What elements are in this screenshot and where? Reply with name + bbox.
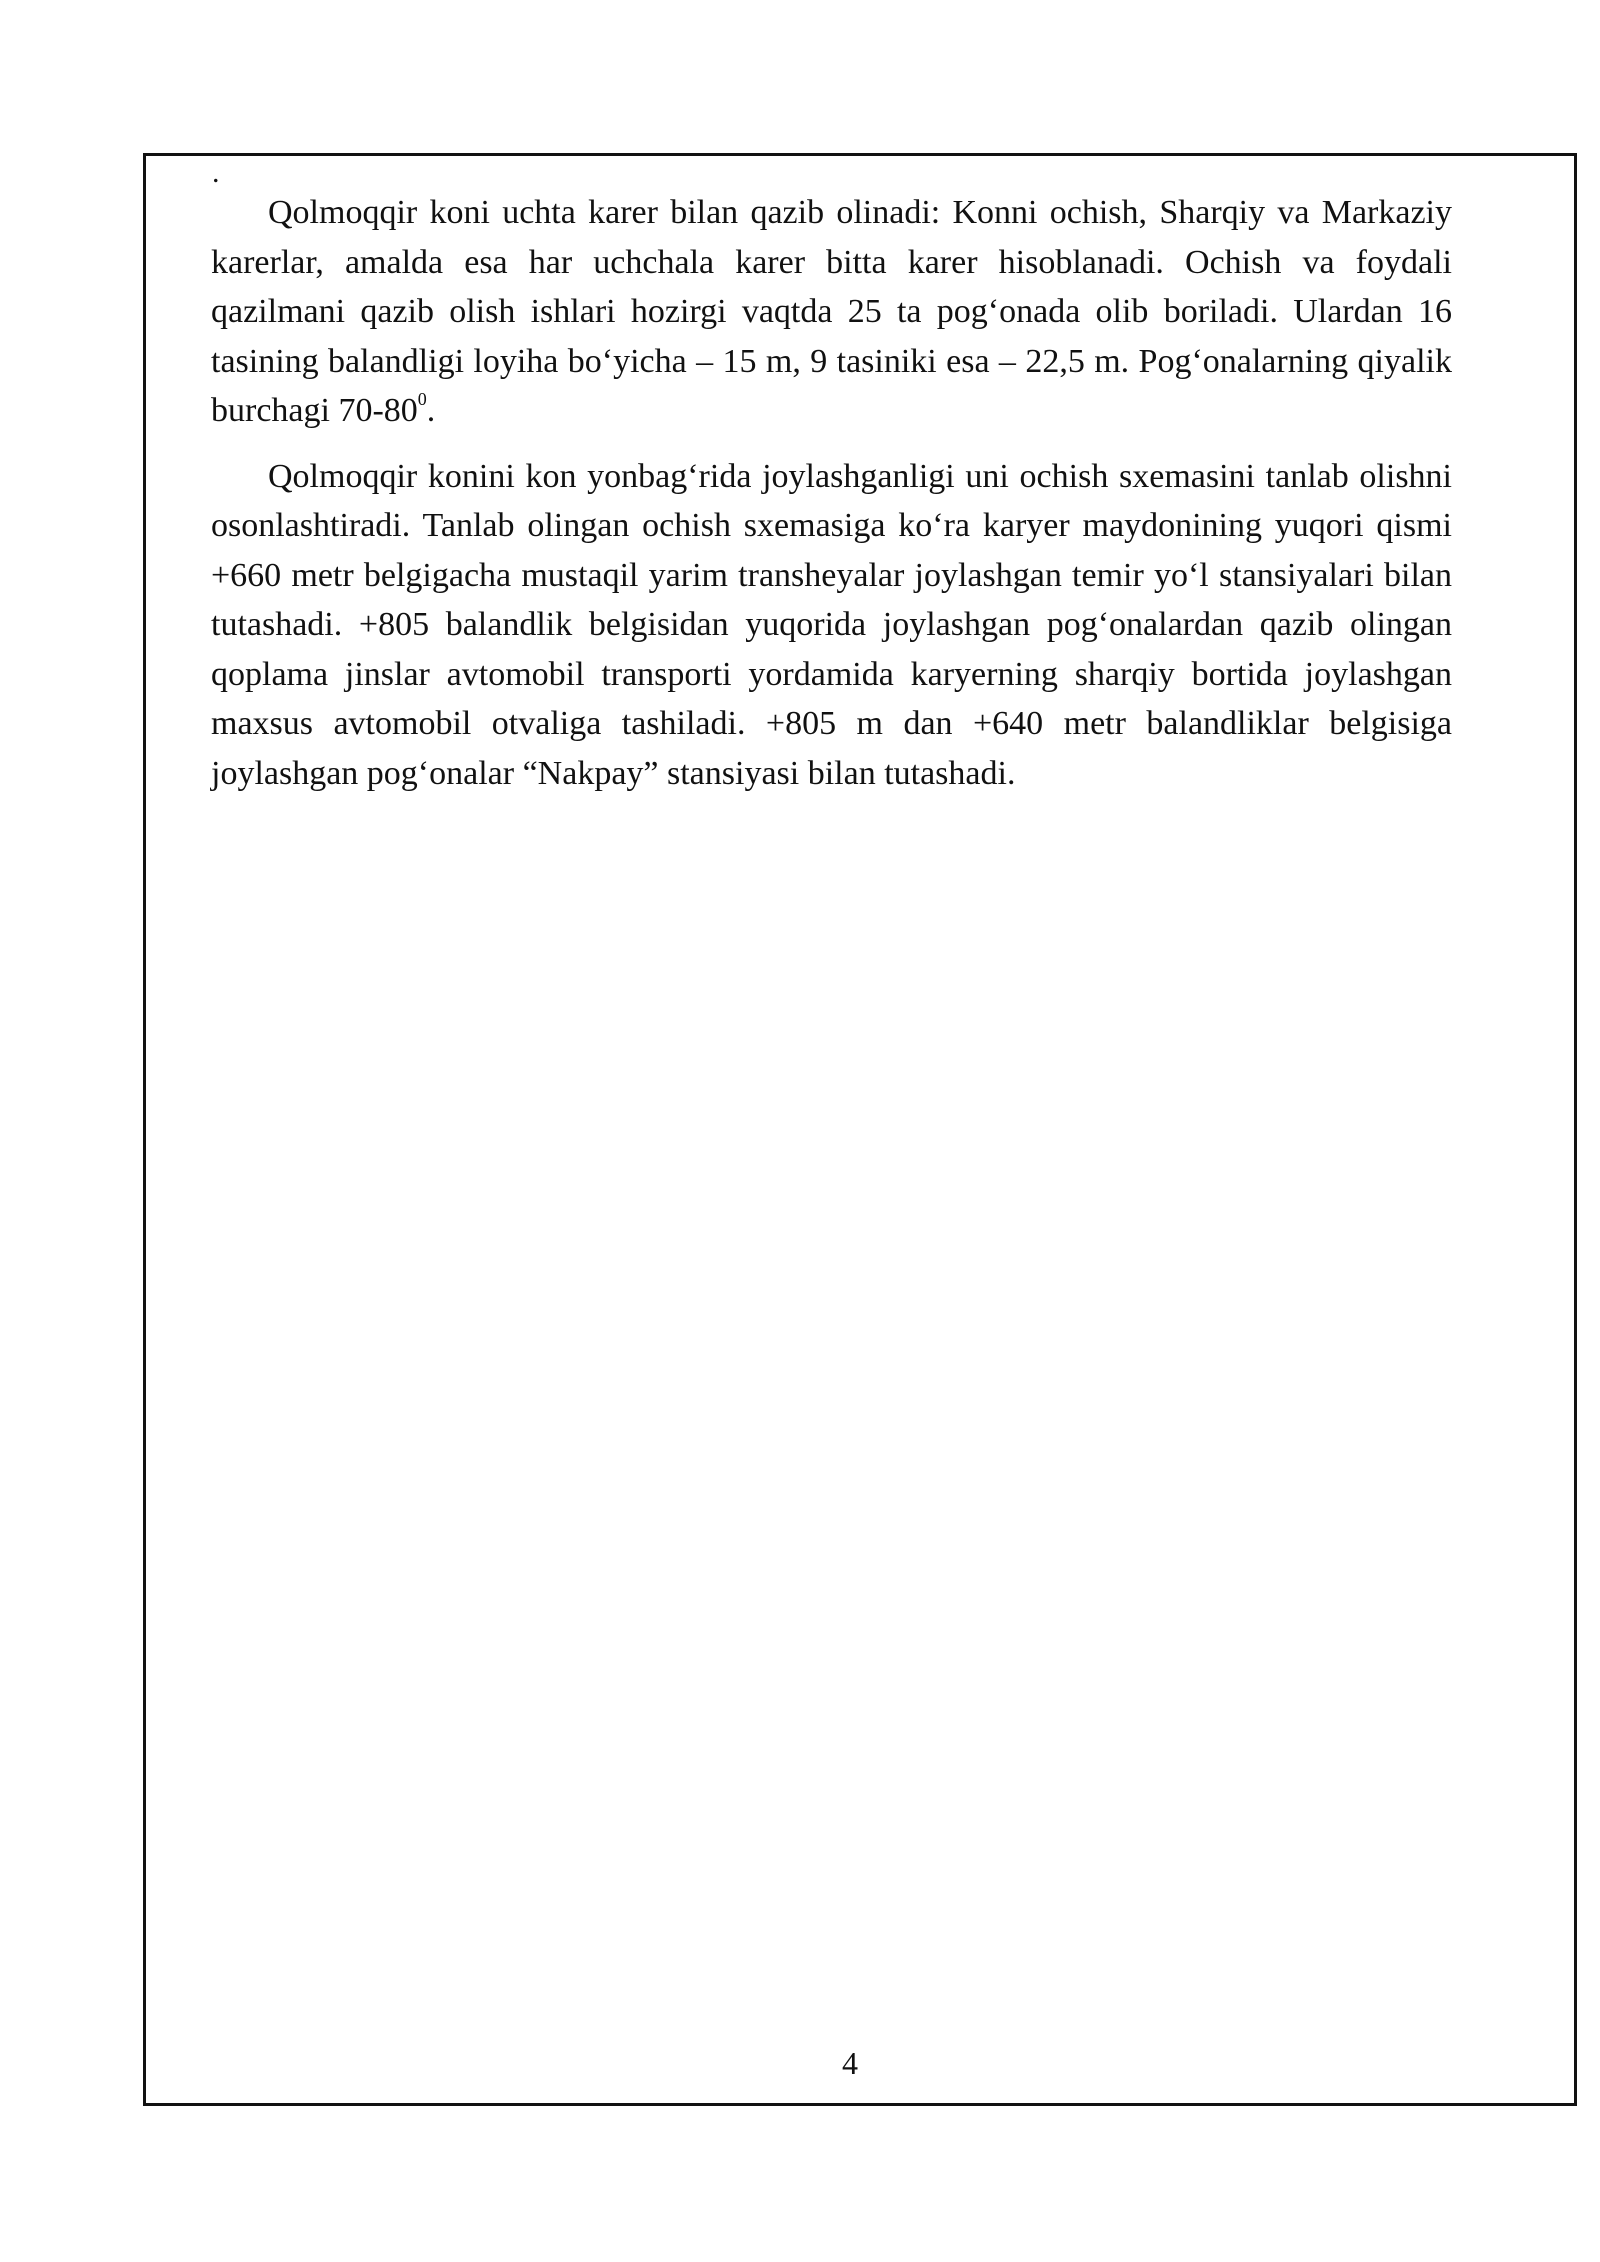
paragraph-2	[211, 452, 1452, 799]
page-number: 4	[842, 2045, 858, 2081]
body-text	[211, 188, 1452, 814]
paragraph-1-tail: .	[426, 392, 436, 429]
paragraph-1	[211, 188, 1452, 436]
paragraph-2-text: Qolmoqqir konini kon yonbag‘rida joylashganligi uni ochish sxemasini tanlab olishni osonlashtiradi. Tanlab olingan ochish sxemasiga ko‘ra karyer maydonining yuqori qismi +660 metr belgigacha mustaqil yarim transheyalar joylashgan temir yo‘l stansiyalari bilan tutashadi. +805 balandlik belgisidan yuqorida joylashgan pog‘onalardan qazib olingan qoplama jinslar avtomobil transporti yordamida karyerning sharqiy bortida joylashgan maxsus avtomobil otvaliga tashiladi. +805 m dan +640 metr balandliklar belgisiga joylashgan pog‘onalar “Nakpay” stansiyasi bilan tutashadi.	[211, 457, 1452, 792]
degree-superscript: 0	[417, 389, 427, 409]
leading-dot: .	[212, 156, 220, 189]
paragraph-1-text: Qolmoqqir koni uchta karer bilan qazib olinadi: Konni ochish, Sharqiy va Markaziy karerlar, amalda esa har uchchala karer bitta karer hisoblanadi. Ochish va foydali qazilmani qazib olish ishlari hozirgi vaqtda 25 ta pog‘onada olib boriladi. Ulardan 16 tasining balandligi loyiha bo‘yicha – 15 m, 9 tasiniki esa – 22,5 m. Pog‘onalarning qiyalik burchagi 70-80	[211, 194, 1452, 429]
